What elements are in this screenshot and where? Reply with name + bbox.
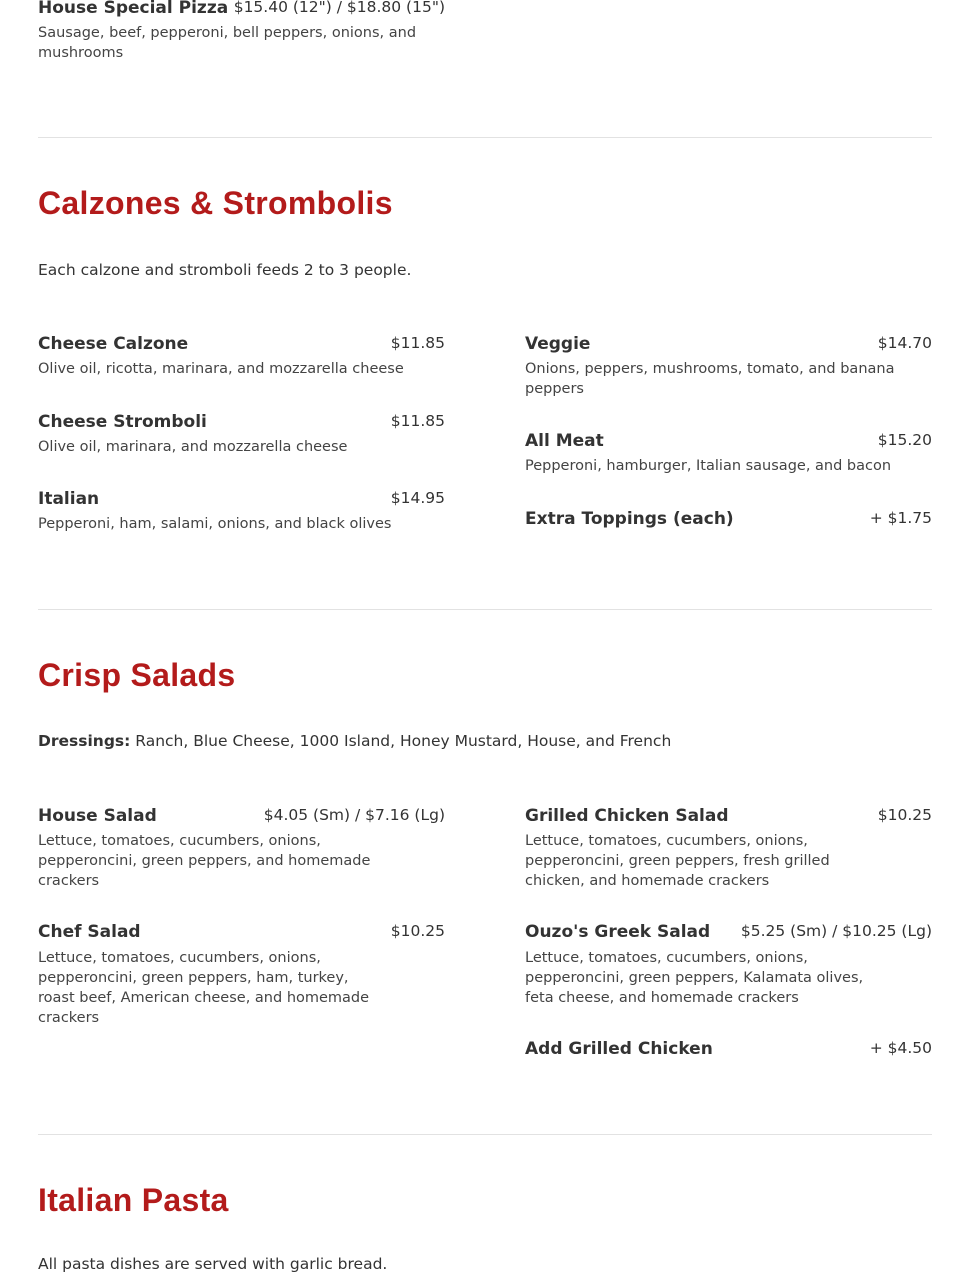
item-name: House Salad [38, 806, 157, 826]
item-description: Pepperoni, hamburger, Italian sausage, and bacon [525, 458, 892, 474]
section-title-calzones: Calzones & Strombolis [38, 185, 393, 221]
item-name: Ouzo's Greek Salad [525, 922, 711, 942]
item-name: Veggie [525, 334, 591, 354]
section-divider [38, 137, 932, 138]
item-name: Cheese Calzone [38, 334, 189, 354]
section-title-salads: Crisp Salads [38, 657, 236, 693]
item-description: Onions, peppers, mushrooms, tomato, and banana peppers [525, 361, 895, 397]
item-name: All Meat [525, 431, 604, 451]
dressings-list: Ranch, Blue Cheese, 1000 Island, Honey Mustard, House, and French [135, 732, 672, 750]
menu-item-house-special-pizza [38, 0, 445, 64]
item-price: $15.20 [877, 431, 932, 449]
item-name: Cheese Stromboli [38, 412, 207, 432]
item-description: Lettuce, tomatoes, cucumbers, onions, pepperoncini, green peppers, ham, turkey, roast beef, American cheese, and homemade crackers [38, 950, 370, 1026]
item-price: $15.40 (12") / $18.80 (15") [233, 0, 445, 16]
item-price: $4.05 (Sm) / $7.16 (Lg) [263, 806, 445, 824]
item-price: + $4.50 [869, 1039, 932, 1057]
item-name: Grilled Chicken Salad [525, 806, 729, 826]
section-title-pasta: Italian Pasta [38, 1182, 229, 1218]
item-price: $5.25 (Sm) / $10.25 (Lg) [740, 922, 932, 940]
item-description: Lettuce, tomatoes, cucumbers, onions, pepperoncini, green peppers, fresh grilled chicken, and homemade crackers [525, 833, 830, 889]
item-name: Chef Salad [38, 922, 141, 942]
dressings-line [38, 732, 671, 750]
item-description: Lettuce, tomatoes, cucumbers, onions, pepperoncini, green peppers, and homemade crackers [38, 833, 371, 889]
item-name: Italian [38, 489, 100, 509]
item-name: House Special Pizza [38, 0, 229, 18]
item-name: Extra Toppings (each) [525, 509, 734, 529]
item-price: $11.85 [390, 412, 445, 430]
item-description: Olive oil, ricotta, marinara, and mozzarella cheese [38, 361, 404, 377]
section-intro: Each calzone and stromboli feeds 2 to 3 people. [38, 261, 412, 279]
item-price: $14.95 [390, 489, 445, 507]
section-divider [38, 609, 932, 610]
item-price: $14.70 [877, 334, 932, 352]
item-description: Lettuce, tomatoes, cucumbers, onions, pepperoncini, green peppers, Kalamata olives, feta cheese, and homemade crackers [525, 950, 864, 1006]
item-price: $10.25 [390, 922, 445, 940]
item-description: Pepperoni, ham, salami, onions, and black olives [38, 516, 392, 532]
section-intro: All pasta dishes are served with garlic bread. [38, 1255, 388, 1273]
item-price: + $1.75 [869, 509, 932, 527]
section-divider [38, 1134, 932, 1135]
item-description: Olive oil, marinara, and mozzarella cheese [38, 439, 348, 455]
item-price: $11.85 [390, 334, 445, 352]
item-name: Add Grilled Chicken [525, 1039, 713, 1059]
item-price: $10.25 [877, 806, 932, 824]
dressings-label: Dressings: [38, 732, 131, 750]
item-description: Sausage, beef, pepperoni, bell peppers, onions, and mushrooms [38, 25, 417, 61]
